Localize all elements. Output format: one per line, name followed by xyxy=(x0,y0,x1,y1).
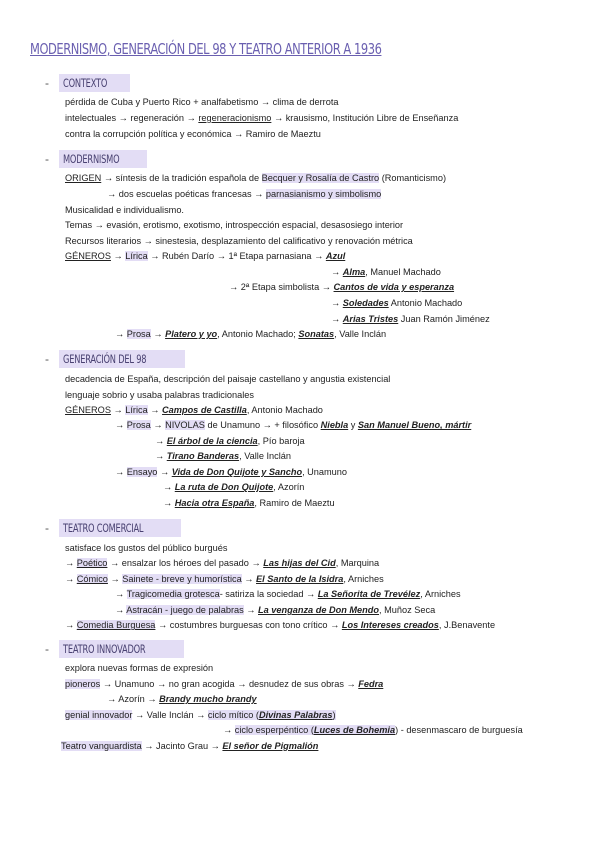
text-line: lenguaje sobrio y usaba palabras tradicionales xyxy=(65,390,254,400)
text-line: → Poético → ensalzar los héroes del pasado → Las hijas del Cid, Marquina xyxy=(65,558,380,568)
text-line: Teatro vanguardista → Jacinto Grau → El señor de Pigmalión xyxy=(61,741,319,751)
text-line: satisface los gustos del público burgués xyxy=(65,543,228,553)
text-line: contra la corrupción política y económica → Ramiro de Maeztu xyxy=(65,129,321,139)
section-heading: TEATRO COMERCIAL xyxy=(63,521,144,535)
text-line: → dos escuelas poéticas francesas → parnasianismo y simbolismo xyxy=(107,189,382,199)
text-line: → Arias Tristes Juan Ramón Jiménez xyxy=(331,314,490,324)
page-title: MODERNISMO, GENERACIÓN DEL 98 Y TEATRO ANTERIOR A 1936 xyxy=(30,40,382,58)
section-teatro-innovador xyxy=(45,640,184,658)
text-line: → Prosa → NIVOLAS de Unamuno → + filosófico Niebla y San Manuel Bueno, mártir xyxy=(115,420,472,430)
text-line: decadencia de España, descripción del paisaje castellano y angustia existencial xyxy=(65,374,391,384)
text-line: → Comedia Burguesa → costumbres burguesas con tono crítico → Los Intereses creados, J.Benavente xyxy=(65,620,496,630)
text-line: → Azorín → Brandy mucho brandy xyxy=(107,694,257,704)
text-line: → Tirano Banderas, Valle Inclán xyxy=(155,451,292,461)
text-line: → Astracán - juego de palabras → La venganza de Don Mendo, Muñoz Seca xyxy=(115,605,436,615)
text-line: pioneros → Unamuno → no gran acogida → desnudez de sus obras → Fedra xyxy=(65,679,384,689)
text-line: Musicalidad e individualismo. xyxy=(65,205,184,215)
text-line: GÉNEROS → Lírica → Rubén Darío → 1ª Etapa parnasiana → Azul xyxy=(65,251,346,261)
bullet-dash: - xyxy=(45,521,49,535)
section-generacion-98 xyxy=(45,350,185,368)
text-line: → El árbol de la ciencia, Pío baroja xyxy=(155,436,305,446)
text-line: explora nuevas formas de expresión xyxy=(65,663,214,673)
bullet-dash: - xyxy=(45,76,49,90)
text-line: → Alma, Manuel Machado xyxy=(331,267,441,277)
text-line: ORIGEN → síntesis de la tradición española de Becquer y Rosalía de Castro (Romanticismo) xyxy=(65,173,447,183)
text-line: → Hacia otra España, Ramiro de Maeztu xyxy=(163,498,335,508)
bullet-dash: - xyxy=(45,642,49,656)
text-line: genial innovador → Valle Inclán → ciclo mítico (Divinas Palabras) xyxy=(65,710,336,720)
bullet-dash: - xyxy=(45,352,49,366)
text-line: Temas → evasión, erotismo, exotismo, introspección espacial, desasosiego interior xyxy=(65,220,404,230)
text-line: intelectuales → regeneración → regeneracionismo → krausismo, Institución Libre de Enseñanza xyxy=(65,113,459,123)
section-modernismo xyxy=(45,150,147,168)
text-line: → Prosa → Platero y yo, Antonio Machado; Sonatas, Valle Inclán xyxy=(115,329,387,339)
section-contexto xyxy=(45,74,130,92)
section-heading: TEATRO INNOVADOR xyxy=(63,642,146,656)
text-line: Recursos literarios → sinestesia, desplazamiento del calificativo y renovación métrica xyxy=(65,236,413,246)
section-teatro-comercial xyxy=(45,519,181,537)
text-line: → Ensayo → Vida de Don Quijote y Sancho, Unamuno xyxy=(115,467,348,477)
text-line: → Tragicomedia grotesca- satiriza la sociedad → La Señorita de Trevélez, Arniches xyxy=(115,589,461,599)
text-line: → La ruta de Don Quijote, Azorín xyxy=(163,482,305,492)
section-heading: GENERACIÓN DEL 98 xyxy=(63,352,147,366)
text-line: GÉNEROS → Lírica → Campos de Castilla, Antonio Machado xyxy=(65,405,323,415)
text-line: → 2ª Etapa simbolista → Cantos de vida y esperanza xyxy=(229,282,455,292)
text-line: → ciclo esperpéntico (Luces de Bohemia) - desenmascaro de burguesía xyxy=(223,725,523,735)
section-heading: MODERNISMO xyxy=(63,152,120,166)
text-line: → Soledades Antonio Machado xyxy=(331,298,463,308)
text-line: pérdida de Cuba y Puerto Rico + analfabetismo → clima de derrota xyxy=(65,97,339,107)
text-line: → Cómico → Sainete - breve y humorística → El Santo de la Isidra, Arniches xyxy=(65,574,384,584)
bullet-dash: - xyxy=(45,152,49,166)
section-heading: CONTEXTO xyxy=(63,76,108,90)
